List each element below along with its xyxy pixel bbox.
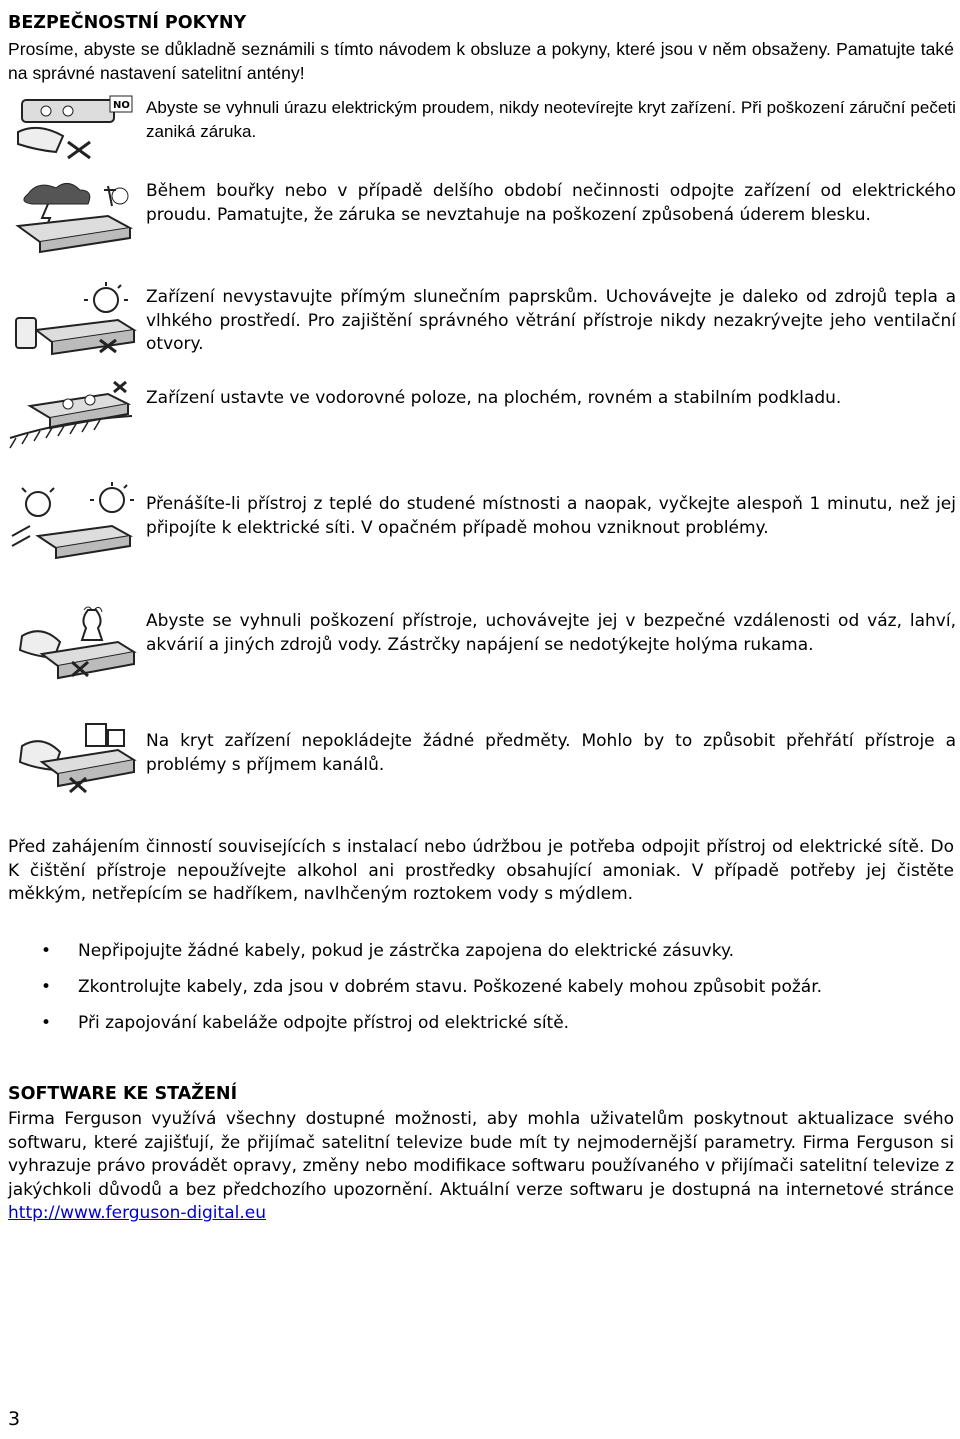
website-link[interactable]: http://www.ferguson-digital.eu [8, 1203, 266, 1224]
bullet-icon: • [41, 941, 52, 961]
warning-text: Zařízení nevystavujte přímým slunečním paprskům. Uchovávejte je daleko od zdrojů tepla a vlhkého prostředí. Pro zajištění správného větrání přístroje nikdy nezakrývejte jeho ventilační otvory. [146, 287, 956, 355]
objects-on-top-icon [8, 716, 138, 804]
level-surface-icon [8, 376, 138, 462]
list-item: • Zkontrolujte kabely, zda jsou v dobrém stavu. Poškozené kabely mohou způsobit požár. [8, 976, 954, 1012]
safety-heading: BEZPEČNOSTNÍ POKYNY [8, 13, 247, 33]
warning-text: Na kryt zařízení nepokládejte žádné předměty. Mohlo by to způsobit přehřátí přístroje a problémy s příjmem kanálů. [146, 731, 956, 775]
list-item: • Nepřipojujte žádné kabely, pokud je zástrčka zapojena do elektrické zásuvky. [8, 940, 954, 976]
svg-text:NO: NO [113, 100, 130, 111]
water-vase-icon [8, 606, 138, 686]
software-heading: SOFTWARE KE STAŽENÍ [8, 1084, 238, 1104]
software-text: Firma Ferguson využívá všechny dostupné možnosti, aby mohla uživatelům poskytnout aktualizace svého softwaru, které zajišťují, že přijímač satelitní televize bude mít ty nejmodernější parametry. Firma Ferguson si vyhrazuje právo provádět opravy, změny nebo modifikace softwaru používaného v přijímači satelitní televize z jakýchkoli důvodů a bez předchozího upozornění. Aktuální verze softwaru je dostupná na internetové stránce http://www.ferguson-digital.eu [8, 1109, 954, 1224]
maintenance-text: Před zahájením činností souvisejících s instalací nebo údržbou je potřeba odpojit přístroj od elektrické sítě. Do K čištění přístroje nepoužívejte alkohol ani prostředky obsahující amoniak. V případě potřeby jej čistěte měkkým, netřepícím se hadříkem, navlhčeným roztokem vody s mýdlem. [8, 837, 954, 905]
warning-text: Abyste se vyhnuli úrazu elektrickým proudem, nikdy neotevírejte kryt zařízení. Při poškození záruční pečeti zaniká záruka. [146, 98, 956, 141]
bullet-icon: • [41, 1013, 52, 1033]
warning-text: Zařízení ustavte ve vodorovné poloze, na plochém, rovném a stabilním podkladu. [146, 388, 842, 408]
bullet-list [8, 940, 954, 1048]
bullet-icon: • [41, 977, 52, 997]
storm-unplug-icon [8, 176, 138, 256]
open-case-warning-icon [8, 92, 138, 164]
safety-intro: Prosíme, abyste se důkladně seznámili s tímto návodem k obsluze a pokyny, které jsou v něm obsaženy. Pamatujte také na správné nastavení satelitní antény! [8, 39, 954, 83]
warning-text: Přenášíte-li přístroj z teplé do studené místnosti a naopak, vyčkejte alespoň 1 minutu, než jej připojíte k elektrické síti. V opačném případě mohou vzniknout problémy. [146, 494, 956, 538]
list-item: • Při zapojování kabeláže odpojte přístroj od elektrické sítě. [8, 1012, 954, 1048]
warning-text: Abyste se vyhnuli poškození přístroje, uchovávejte jej v bezpečné vzdálenosti od váz, lahví, akvárií a jiných zdrojů vody. Zástrčky napájení se nedotýkejte holýma rukama. [146, 611, 956, 655]
sunlight-heat-icon [8, 282, 138, 362]
page-number: 3 [8, 1408, 21, 1430]
warning-text: Během bouřky nebo v případě delšího období nečinnosti odpojte zařízení od elektrického proudu. Pamatujte, že záruka se nevztahuje na poškození způsobená úderem blesku. [146, 181, 956, 225]
temperature-change-icon [8, 482, 138, 568]
